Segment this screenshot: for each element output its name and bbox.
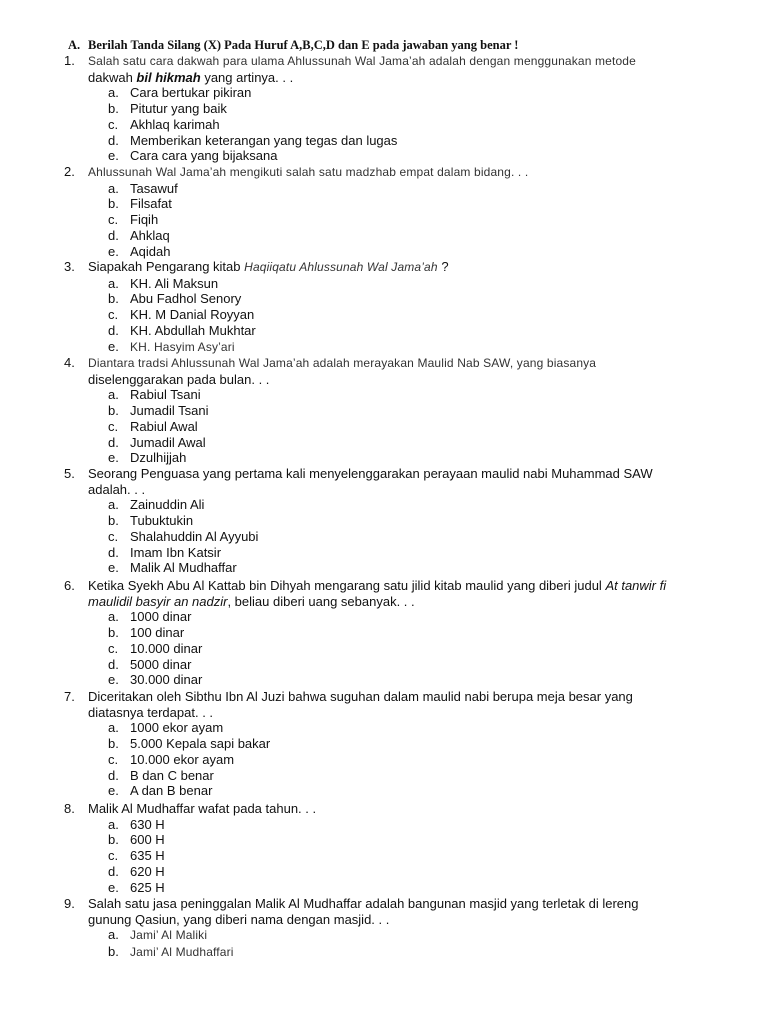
option-text: 1000 dinar bbox=[130, 609, 192, 625]
option-label: c. bbox=[108, 528, 119, 544]
option-text: Rabiul Tsani bbox=[130, 387, 201, 403]
option-a[interactable] bbox=[108, 85, 724, 101]
option-label: a. bbox=[108, 387, 119, 403]
option-text: 635 H bbox=[130, 848, 165, 864]
option-label: a. bbox=[108, 497, 119, 513]
option-label: c. bbox=[108, 640, 119, 656]
option-text: 620 H bbox=[130, 863, 165, 879]
options-list bbox=[64, 720, 724, 799]
question-text-part: ? bbox=[437, 259, 449, 274]
option-text: Akhlaq karimah bbox=[130, 116, 220, 132]
question-text-part: , beliau diberi uang sebanyak. . . bbox=[227, 593, 415, 609]
option-a[interactable] bbox=[108, 927, 724, 944]
question-text bbox=[88, 355, 724, 387]
option-label: d. bbox=[108, 132, 119, 148]
option-text: Zainuddin Ali bbox=[130, 497, 205, 513]
option-text: Cara bertukar pikiran bbox=[130, 85, 252, 101]
question-term: bil hikmah bbox=[136, 69, 201, 85]
option-text: 630 H bbox=[130, 816, 165, 832]
section-letter: A. bbox=[68, 38, 81, 52]
option-c[interactable] bbox=[108, 117, 724, 133]
option-e[interactable] bbox=[108, 560, 724, 576]
question-2 bbox=[64, 164, 724, 259]
option-text: Abu Fadhol Senory bbox=[130, 291, 242, 307]
option-a[interactable] bbox=[108, 181, 724, 197]
option-label: b. bbox=[108, 513, 119, 529]
question-number: 5. bbox=[64, 466, 75, 481]
question-text-line: Salah satu jasa peninggalan Malik Al Mudhaffar adalah bangunan masjid yang terletak di lereng bbox=[88, 896, 639, 911]
option-a[interactable] bbox=[108, 609, 724, 625]
question-number: 9. bbox=[64, 896, 75, 911]
question-text-line: Salah satu cara dakwah para ulama Ahlussunah Wal Jama’ah adalah dengan menggunakan metode bbox=[88, 54, 636, 68]
option-text: Rabiul Awal bbox=[130, 418, 198, 434]
question-text bbox=[88, 164, 724, 181]
option-label: a. bbox=[108, 720, 119, 736]
option-text: Cara cara yang bijaksana bbox=[130, 148, 278, 164]
option-d[interactable] bbox=[108, 545, 724, 561]
option-d[interactable] bbox=[108, 228, 724, 244]
question-6 bbox=[64, 578, 724, 688]
option-text: Memberikan keterangan yang tegas dan lugas bbox=[130, 132, 398, 148]
question-text bbox=[88, 689, 724, 720]
option-text: 600 H bbox=[130, 832, 165, 848]
option-c[interactable] bbox=[108, 848, 724, 864]
option-e[interactable] bbox=[108, 148, 724, 164]
option-text: KH. M Danial Royyan bbox=[130, 307, 255, 323]
question-number: 2. bbox=[64, 164, 75, 179]
option-label: a. bbox=[108, 927, 119, 943]
book-title: Haqiiqatu Ahlussunah Wal Jama’ah bbox=[244, 260, 438, 274]
option-b[interactable] bbox=[108, 736, 724, 752]
question-number: 8. bbox=[64, 801, 75, 816]
book-title-part: maulidil basyir an nadzir bbox=[88, 593, 228, 609]
book-title-part: At tanwir fi bbox=[605, 578, 667, 593]
options-list bbox=[64, 276, 724, 356]
question-number: 6. bbox=[64, 578, 75, 593]
option-text: Malik Al Mudhaffar bbox=[130, 560, 237, 576]
option-b[interactable] bbox=[108, 196, 724, 212]
option-d[interactable] bbox=[108, 133, 724, 149]
question-text-line: gunung Qasiun, yang diberi nama dengan masjid. . . bbox=[88, 911, 390, 927]
option-b[interactable] bbox=[108, 291, 724, 307]
option-text: KH. Ali Maksun bbox=[130, 275, 219, 291]
option-text: 10.000 ekor ayam bbox=[130, 751, 235, 767]
question-number: 7. bbox=[64, 689, 75, 704]
option-label: a. bbox=[108, 180, 119, 196]
option-text: KH. Abdullah Mukhtar bbox=[130, 322, 256, 338]
question-text-line: Diceritakan oleh Sibthu Ibn Al Juzi bahwa suguhan dalam maulid nabi berupa meja besar yang bbox=[88, 689, 633, 704]
option-label: e. bbox=[108, 879, 119, 895]
option-text: 100 dinar bbox=[130, 625, 185, 641]
option-text: 30.000 dinar bbox=[130, 672, 203, 688]
question-text-part: yang artinya. . . bbox=[200, 69, 294, 85]
question-text bbox=[88, 578, 724, 609]
option-label: e. bbox=[108, 672, 119, 688]
question-7 bbox=[64, 689, 724, 799]
option-b[interactable] bbox=[108, 832, 724, 848]
option-text: 625 H bbox=[130, 879, 165, 895]
option-b[interactable] bbox=[108, 625, 724, 641]
option-a[interactable] bbox=[108, 720, 724, 736]
option-label: a. bbox=[108, 816, 119, 832]
option-text: Tubuktukin bbox=[130, 513, 194, 529]
question-text bbox=[88, 801, 724, 817]
option-label: e. bbox=[108, 148, 119, 164]
option-label: d. bbox=[108, 863, 119, 879]
option-b[interactable] bbox=[108, 944, 724, 961]
option-text: KH. Hasyim Asy’ari bbox=[130, 339, 235, 354]
option-label: b. bbox=[108, 403, 119, 419]
option-label: b. bbox=[108, 291, 119, 307]
option-text: Pitutur yang baik bbox=[130, 101, 227, 117]
option-b[interactable] bbox=[108, 513, 724, 529]
option-c[interactable] bbox=[108, 419, 724, 435]
section-header bbox=[68, 37, 518, 53]
options-list bbox=[64, 497, 724, 576]
option-d[interactable] bbox=[108, 323, 724, 339]
option-label: d. bbox=[108, 544, 119, 560]
option-label: c. bbox=[108, 418, 119, 434]
question-text bbox=[88, 896, 724, 927]
question-number: 3. bbox=[64, 259, 75, 274]
option-text: 10.000 dinar bbox=[130, 640, 203, 656]
option-label: c. bbox=[108, 212, 119, 228]
option-label: e. bbox=[108, 783, 119, 799]
option-label: d. bbox=[108, 322, 119, 338]
option-label: b. bbox=[108, 944, 119, 960]
option-d[interactable] bbox=[108, 864, 724, 880]
option-label: c. bbox=[108, 848, 119, 864]
option-text: 1000 ekor ayam bbox=[130, 720, 224, 736]
option-text: Aqidah bbox=[130, 243, 171, 259]
question-text-part: dakwah bbox=[88, 69, 137, 85]
question-8 bbox=[64, 801, 724, 895]
options-list bbox=[64, 181, 724, 260]
options-list bbox=[64, 927, 724, 960]
option-text: Shalahuddin Al Ayyubi bbox=[130, 528, 259, 544]
option-e[interactable] bbox=[108, 672, 724, 688]
section-instruction: Berilah Tanda Silang (X) Pada Huruf A,B,C,D dan E pada jawaban yang benar ! bbox=[88, 38, 519, 52]
option-e[interactable] bbox=[108, 783, 724, 799]
option-a[interactable] bbox=[108, 497, 724, 513]
option-text: 5000 dinar bbox=[130, 656, 192, 672]
options-list bbox=[64, 85, 724, 164]
question-text-line: adalah. . . bbox=[88, 481, 146, 497]
question-text bbox=[88, 259, 724, 276]
question-text-line: Malik Al Mudhaffar wafat pada tahun. . . bbox=[88, 801, 317, 816]
option-label: c. bbox=[108, 307, 119, 323]
question-text-part: Ketika Syekh Abu Al Kattab bin Dihyah mengarang satu jilid kitab maulid yang diberi judul bbox=[88, 578, 606, 593]
option-d[interactable] bbox=[108, 657, 724, 673]
option-text: A dan B benar bbox=[130, 783, 213, 799]
option-label: b. bbox=[108, 736, 119, 752]
question-9 bbox=[64, 896, 724, 961]
question-text bbox=[88, 53, 724, 85]
option-text: Imam Ibn Katsir bbox=[130, 544, 222, 560]
option-text: Jumadil Tsani bbox=[130, 403, 209, 419]
option-b[interactable] bbox=[108, 101, 724, 117]
option-e[interactable] bbox=[108, 339, 724, 356]
question-text-line: diatasnya terdapat. . . bbox=[88, 704, 214, 720]
options-list bbox=[64, 387, 724, 466]
option-label: c. bbox=[108, 751, 119, 767]
option-label: b. bbox=[108, 832, 119, 848]
question-1 bbox=[64, 53, 724, 164]
question-text bbox=[88, 466, 724, 497]
question-text-line: diselenggarakan pada bulan. . . bbox=[88, 371, 270, 387]
option-label: b. bbox=[108, 101, 119, 117]
option-text: Jami’ Al Maliki bbox=[130, 928, 208, 943]
option-c[interactable] bbox=[108, 641, 724, 657]
option-c[interactable] bbox=[108, 212, 724, 228]
option-text: Fiqih bbox=[130, 212, 159, 228]
option-a[interactable] bbox=[108, 817, 724, 833]
option-label: a. bbox=[108, 609, 119, 625]
option-label: a. bbox=[108, 85, 119, 101]
option-label: e. bbox=[108, 450, 119, 466]
option-text: Dzulhijjah bbox=[130, 450, 187, 466]
option-text: Filsafat bbox=[130, 196, 172, 212]
option-b[interactable] bbox=[108, 403, 724, 419]
option-c[interactable] bbox=[108, 307, 724, 323]
option-label: c. bbox=[108, 116, 119, 132]
question-number: 4. bbox=[64, 355, 75, 370]
option-d[interactable] bbox=[108, 435, 724, 451]
option-e[interactable] bbox=[108, 880, 724, 896]
option-e[interactable] bbox=[108, 244, 724, 260]
option-a[interactable] bbox=[108, 387, 724, 403]
question-4 bbox=[64, 355, 724, 466]
option-c[interactable] bbox=[108, 529, 724, 545]
options-list bbox=[64, 817, 724, 896]
option-d[interactable] bbox=[108, 768, 724, 784]
option-label: d. bbox=[108, 434, 119, 450]
option-label: a. bbox=[108, 275, 119, 291]
option-label: e. bbox=[108, 338, 119, 354]
option-text: B dan C benar bbox=[130, 767, 214, 783]
option-text: 5.000 Kepala sapi bakar bbox=[130, 736, 271, 752]
option-label: b. bbox=[108, 196, 119, 212]
option-text: Ahklaq bbox=[130, 227, 170, 243]
option-a[interactable] bbox=[108, 276, 724, 292]
option-label: d. bbox=[108, 227, 119, 243]
option-label: d. bbox=[108, 656, 119, 672]
question-text-part: Siapakah Pengarang kitab bbox=[88, 259, 245, 274]
options-list bbox=[64, 609, 724, 688]
option-text: Jumadil Awal bbox=[130, 434, 206, 450]
question-3 bbox=[64, 259, 724, 355]
option-text: Jami’ Al Mudhaffari bbox=[130, 945, 234, 960]
option-label: e. bbox=[108, 243, 119, 259]
question-text-line: Seorang Penguasa yang pertama kali menyelenggarakan perayaan maulid nabi Muhammad SAW bbox=[88, 466, 653, 481]
option-e[interactable] bbox=[108, 450, 724, 466]
option-c[interactable] bbox=[108, 752, 724, 768]
option-label: b. bbox=[108, 625, 119, 641]
question-number: 1. bbox=[64, 53, 75, 68]
question-5 bbox=[64, 466, 724, 576]
question-text-line: Diantara tradsi Ahlussunah Wal Jama’ah adalah merayakan Maulid Nab SAW, yang biasanya bbox=[88, 356, 597, 370]
option-label: e. bbox=[108, 560, 119, 576]
option-text: Tasawuf bbox=[130, 180, 178, 196]
option-label: d. bbox=[108, 767, 119, 783]
question-text-line: Ahlussunah Wal Jama’ah mengikuti salah satu madzhab empat dalam bidang. . . bbox=[88, 165, 529, 179]
